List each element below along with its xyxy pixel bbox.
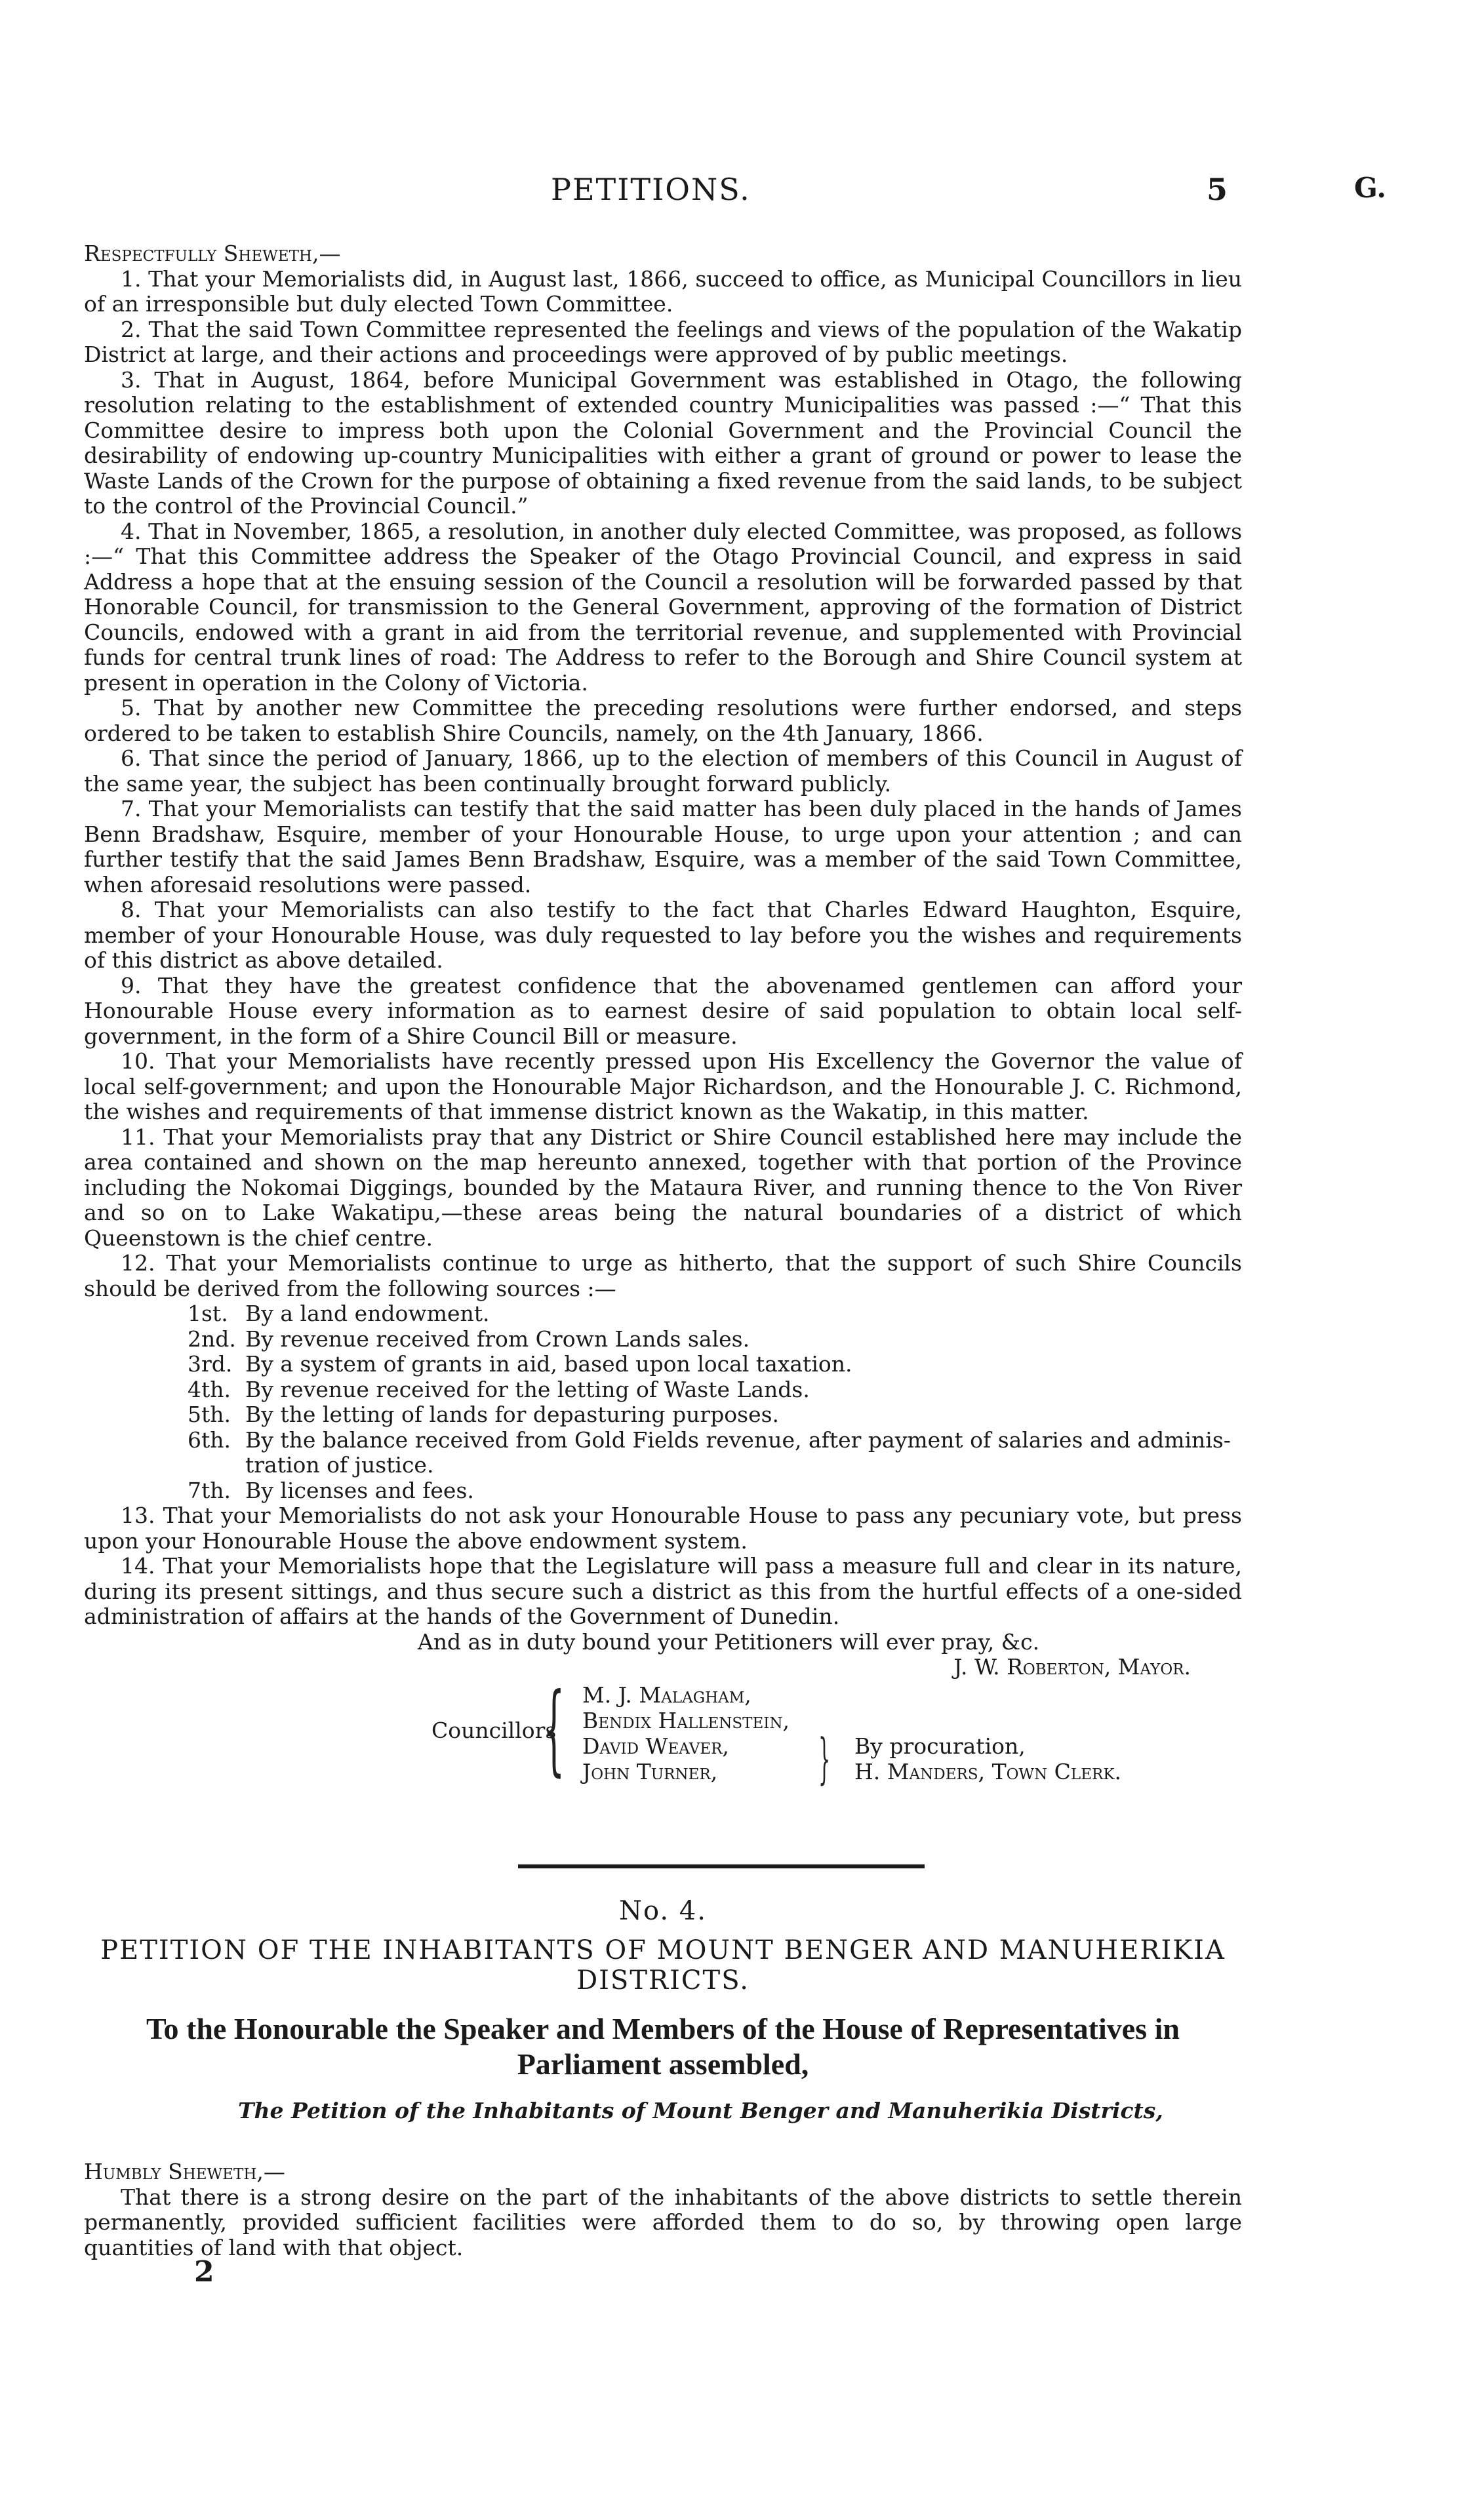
section-divider	[518, 1864, 925, 1868]
petition-4-body	[84, 2159, 1242, 2260]
petition-subtitle: The Petition of the Inhabitants of Mount Benger and Manuherikia Districts,	[238, 2098, 1163, 2123]
source-ordinal: 4th.	[188, 1376, 231, 1402]
salutation: Respectfully Sheweth,—	[84, 241, 341, 266]
petition-body	[84, 241, 1242, 1794]
source-text: By revenue received for the letting of Waste Lands.	[245, 1376, 810, 1402]
source-ordinal: 6th.	[188, 1427, 231, 1453]
councillor-names	[582, 1683, 790, 1785]
source-text: By a system of grants in aid, based upon local taxation.	[245, 1351, 852, 1377]
source-item	[188, 1301, 1242, 1327]
source-item	[188, 1402, 1242, 1428]
petition-number: No. 4.	[619, 1896, 707, 1926]
councillors-signatures	[84, 1672, 1242, 1794]
petition-title: PETITION OF THE INHABITANTS OF MOUNT BENGER AND MANUHERIKIA DISTRICTS.	[100, 1935, 1226, 1996]
paragraph-5: 5. That by another new Committee the preceding resolutions were further endorsed, and steps ordered to be taken to establish Shire Councils, namely, on the 4th January, 1866.	[84, 695, 1242, 746]
source-item	[188, 1428, 1242, 1478]
running-title: PETITIONS.	[551, 172, 751, 207]
source-ordinal: 1st.	[188, 1301, 228, 1326]
source-item	[188, 1478, 1242, 1504]
paragraph-3: 3. That in August, 1864, before Municipal Government was established in Otago, the following resolution relating to the establishment of extended country Municipalities was passed :—“ That this Committee desire to impress both upon the Colonial Government and the Provincial Council the desirability of endowing up-country Municipalities with either a grant of ground or power to lease the Waste Lands of the Crown for the purpose of obtaining a fixed revenue from the said lands, to be subject to the control of the Provincial Council.”	[84, 366, 1242, 519]
paragraph-6: 6. That since the period of January, 1866, up to the election of members of this Council in August of the same year, the subject has been continually brought forward publicly.	[84, 745, 1242, 797]
source-text: By a land endowment.	[245, 1301, 490, 1326]
paragraph-4: 4. That in November, 1865, a resolution, in another duly elected Committee, was proposed, as follows :—“ That this Committee address the Speaker of the Otago Provincial Council, and express in said Address a hope that at the ensuing session of the Council a resolution will be forwarded passed by that Honorable Council, for transmission to the General Government, approving of the formation of District Councils, endowed with a grant in aid from the territorial revenue, and supplemented with Provincial funds for central trunk lines of road: The Address to refer to the Borough and Shire Council system at present in operation in the Colony of Victoria.	[84, 518, 1242, 696]
petition-4-heading	[84, 1896, 1242, 2123]
source-ordinal: 2nd.	[188, 1326, 236, 1352]
councillor-name: John Turner,	[582, 1758, 718, 1784]
councillor-name: M. J. Malagham,	[582, 1682, 751, 1708]
left-brace-icon: {	[543, 1672, 565, 1786]
source-item	[188, 1377, 1242, 1403]
page-header	[0, 172, 1461, 211]
petition-4-salutation: Humbly Sheweth,—	[84, 2159, 285, 2184]
source-ordinal: 7th.	[188, 1477, 231, 1503]
sources-list	[188, 1301, 1242, 1503]
paragraph-12: 12. That your Memorialists continue to urge as hitherto, that the support of such Shire Councils should be derived from the following sources :—	[84, 1250, 1242, 1301]
paragraph-10: 10. That your Memorialists have recently pressed upon His Excellency the Governor the value of local self-government; and upon the Honourable Major Richardson, and the Honourable J. C. Richmond, the wishes and requirements of that immense district known as the Wakatip, in this matter.	[84, 1048, 1242, 1124]
source-text: By licenses and fees.	[245, 1477, 474, 1503]
petition-address: To the Honourable the Speaker and Members of the House of Representatives in Parliament assembled,	[146, 2012, 1180, 2081]
councillors-label: Councillors	[431, 1717, 557, 1743]
mayor-signature: J. W. Roberton, Mayor.	[953, 1654, 1191, 1680]
paragraph-14: 14. That your Memorialists hope that the Legislature will pass a measure full and clear in its nature, during its present sittings, and thus secure such a district as this from the hurtful effects of a one-sided administration of affairs at the hands of the Government of Dunedin.	[84, 1553, 1242, 1629]
procuration	[854, 1734, 1121, 1785]
closing-line: And as in duty bound your Petitioners will ever pray, &c.	[417, 1628, 1040, 1655]
paragraph-9: 9. That they have the greatest confidence that the abovenamed gentlemen can afford your Honourable House every information as to earnest desire of said population to obtain local self-government, in the form of a Shire Council Bill or measure.	[84, 972, 1242, 1049]
source-ordinal: 3rd.	[188, 1351, 233, 1377]
paragraph-2: 2. That the said Town Committee represented the feelings and views of the population of the Wakatip District at large, and their actions and proceedings were approved of by public meetings.	[84, 316, 1242, 367]
councillor-name: Bendix Hallenstein,	[582, 1707, 790, 1733]
source-text: By the letting of lands for depasturing purposes.	[245, 1402, 780, 1427]
source-item	[188, 1352, 1242, 1377]
paragraph-11: 11. That your Memorialists pray that any District or Shire Council established here may include the area contained and shown on the map hereunto annexed, together with that portion of the Province including the Nokomai Diggings, bounded by the Mataura River, and running thence to the Von River and so on to Lake Wakatipu,—these areas being the natural boundaries of a district of which Queenstown is the chief centre.	[84, 1124, 1242, 1251]
source-text: By the balance received from Gold Fields revenue, after payment of salaries and adminis-	[245, 1427, 1231, 1453]
councillor-name: David Weaver,	[582, 1733, 729, 1759]
right-brace-icon: }	[818, 1727, 831, 1790]
petition-4-paragraph: That there is a strong desire on the part of the inhabitants of the above districts to settle therein permanently, provided sufficient facilities were afforded them to do so, by throwing open large quantities of land with that object.	[84, 2184, 1242, 2260]
source-text: By revenue received from Crown Lands sales.	[245, 1326, 750, 1352]
series-mark: G.	[1354, 172, 1386, 204]
town-clerk-signature: H. Manders, Town Clerk.	[854, 1758, 1121, 1784]
page-number: 5	[1207, 172, 1228, 207]
paragraph-7: 7. That your Memorialists can testify that the said matter has been duly placed in the hands of James Benn Bradshaw, Esquire, member of your Honourable House, to urge upon your attention ; and can further testify that the said James Benn Bradshaw, Esquire, was a member of the said Town Committee, when aforesaid resolutions were passed.	[84, 796, 1242, 897]
paragraph-8: 8. That your Memorialists can also testify to the fact that Charles Edward Haughton, Esquire, member of your Honourable House, was duly requested to lay before you the wishes and requirements of this district as above detailed.	[84, 897, 1242, 973]
printer-signature-mark: 2	[194, 2255, 214, 2289]
paragraph-13: 13. That your Memorialists do not ask your Honourable House to pass any pecuniary vote, but press upon your Honourable House the above endowment system.	[84, 1503, 1242, 1554]
source-item	[188, 1327, 1242, 1352]
procuration-note: By procuration,	[854, 1733, 1026, 1759]
source-ordinal: 5th.	[188, 1402, 231, 1427]
source-continuation: tration of justice.	[245, 1452, 434, 1478]
paragraph-1: 1. That your Memorialists did, in August last, 1866, succeed to office, as Municipal Councillors in lieu of an irresponsible but duly elected Town Committee.	[84, 266, 1242, 317]
